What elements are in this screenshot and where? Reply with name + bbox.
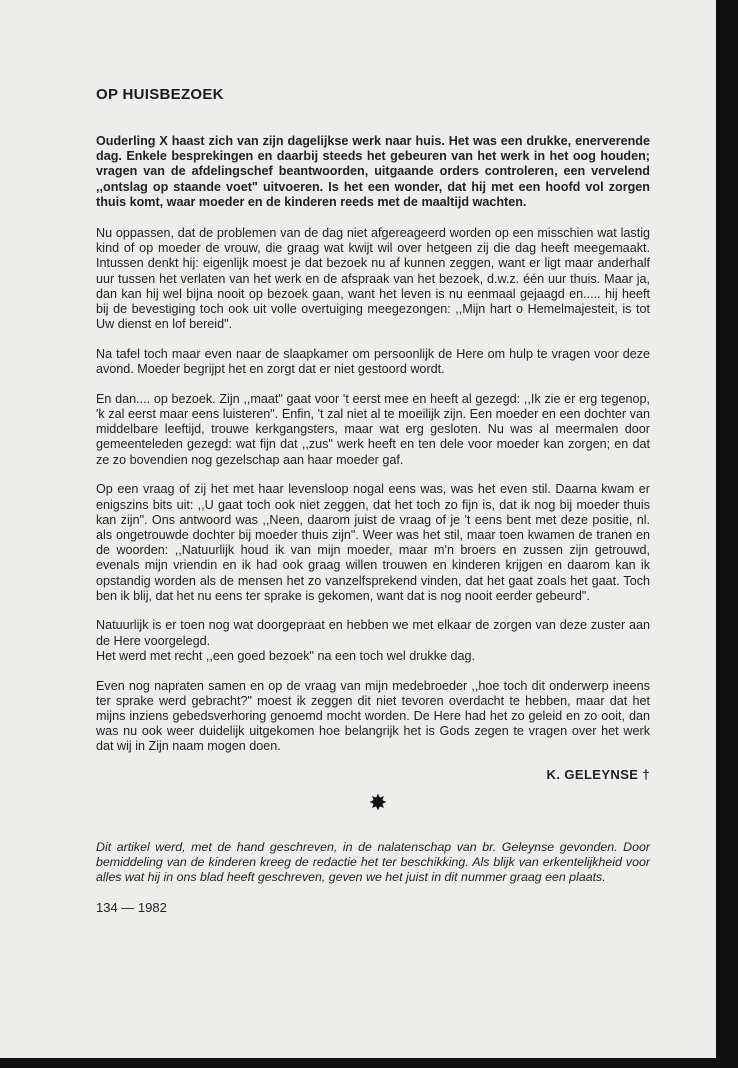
author-signature: K. GELEYNSE † (546, 766, 650, 782)
scan-edge-bottom (0, 1058, 738, 1068)
body-paragraph: Na tafel toch maar even naar de slaapkamer om persoonlijk de Here om hulp te vragen voor deze avond. Moeder begrijpt het en zorgt dat er niet gestoord wordt. (96, 346, 650, 377)
body-paragraph: Nu oppassen, dat de problemen van de dag niet afgereageerd worden op een misschien wat lastig kind of op moeder de vrouw, die graag wat kwijt wil over hetgeen zij die dag heeft meegemaakt. Intussen denkt hij: eigenlijk moest je dat bezoek nu af kunnen zeggen, want er ligt maar anderhalf uur tussen het verlaten van het werk en de afspraak van het bezoek, d.w.z. één uur thuis. Maar ja, dan kan hij wel bijna nooit op bezoek gaan, want het leven is nu eenmaal gejaagd en..... hij heeft bij de bevestiging toch ook uit volle overtuiging meegezongen: ,,Mijn hart o Hemelmajesteit, is tot Uw dienst en lof bereid". (96, 226, 650, 332)
article-body (96, 134, 650, 915)
editorial-note: Dit artikel werd, met de hand geschreven, in de nalatenschap van br. Geleynse gevonden. Door bemiddeling van de kinderen kreeg de redactie het ter beschikking. Als blijk van erkentelijkheid voor alles wat hij in ons blad heeft geschreven, geven we het juist in dit nummer graag een plaats. (96, 839, 650, 885)
body-paragraph: Op een vraag of zij het met haar levensloop nogal eens was, was het even stil. Daarna kwam er enigszins bits uit: ,,U gaat toch ook niet zeggen, dat het toch zo fijn is, dat ik nog bij moeder thuis kan zijn". Ons antwoord was ,,Neen, daarom juist de vraag of je 't eens bent met deze positie, nl. als ongetrouwde dochter bij moeder thuis zijn". Weer was het stil, maar toen kwamen de tranen en de woorden: ,,Natuurlijk houd ik van mijn moeder, maar m'n broers en zussen zijn getrouwd, evenals mijn vriendin en ik had ook graag willen trouwen en kinderen krijgen en daarom kan ik opstandig worden als de mensen het zo vanzelfsprekend vinden, dat het gaat zoals het gaat. Toch ben ik blij, dat het nu eens ter sprake is gekomen, want dat is nog nooit eerder gebeurd". (96, 482, 650, 603)
scan-edge-right (716, 0, 738, 1068)
body-paragraph: Even nog napraten samen en op de vraag van mijn medebroeder ,,hoe toch dit onderwerp ineens ter sprake werd gebracht?" moest ik zeggen dit niet tevoren overdacht te hebben, maar dat het mijns inziens gebedsverhoring genoemd mocht worden. De Here had het zo geleid en zo ooit, dan was nu ook weer duidelijk uitgekomen hoe belangrijk het is Gods zegen te vragen over het werk dat wij in Zijn naam mogen doen. (96, 678, 650, 754)
page-number: 134 — 1982 (96, 899, 167, 915)
article-title: OP HUISBEZOEK (96, 86, 224, 103)
body-paragraph: Het werd met recht ,,een goed bezoek" na een toch wel drukke dag. (96, 648, 476, 663)
body-paragraph: En dan.... op bezoek. Zijn ,,maat" gaat voor 't eerst mee en heeft al gezegd: ,,Ik zie er erg tegenop, 'k zal eerst maar eens luisteren". Enfin, 't zal niet al te moeilijk zijn. Een moeder en een dochter van middelbare leeftijd, trouwe kerkgangsters, maar wat erg gesloten. Nu was al meermalen door gemeenteleden gezegd: wat fijn dat ,,zus" werk heeft en ten dele voor moeder kan zorgen; en dat ze zo bovendien nog gezelschap aan haar moeder gaf. (96, 391, 650, 467)
lead-paragraph: Ouderling X haast zich van zijn dagelijkse werk naar huis. Het was een drukke, enerverende dag. Enkele besprekingen en daarbij steeds het gebeuren van het werk in het oog houden; vragen van de afdelingschef beantwoorden, uitgaande orders controleren, een vervelend ,,ontslag op staande voet" uitvoeren. Is het een wonder, dat hij met een hoofd vol zorgen thuis komt, waar moeder en de kinderen reeds met de maaltijd wachten. (96, 134, 650, 209)
body-paragraph: Natuurlijk is er toen nog wat doorgepraat en hebben we met elkaar de zorgen van deze zuster aan de Here voorgelegd. (96, 618, 650, 648)
star-ornament-icon: ✸ (368, 789, 388, 815)
